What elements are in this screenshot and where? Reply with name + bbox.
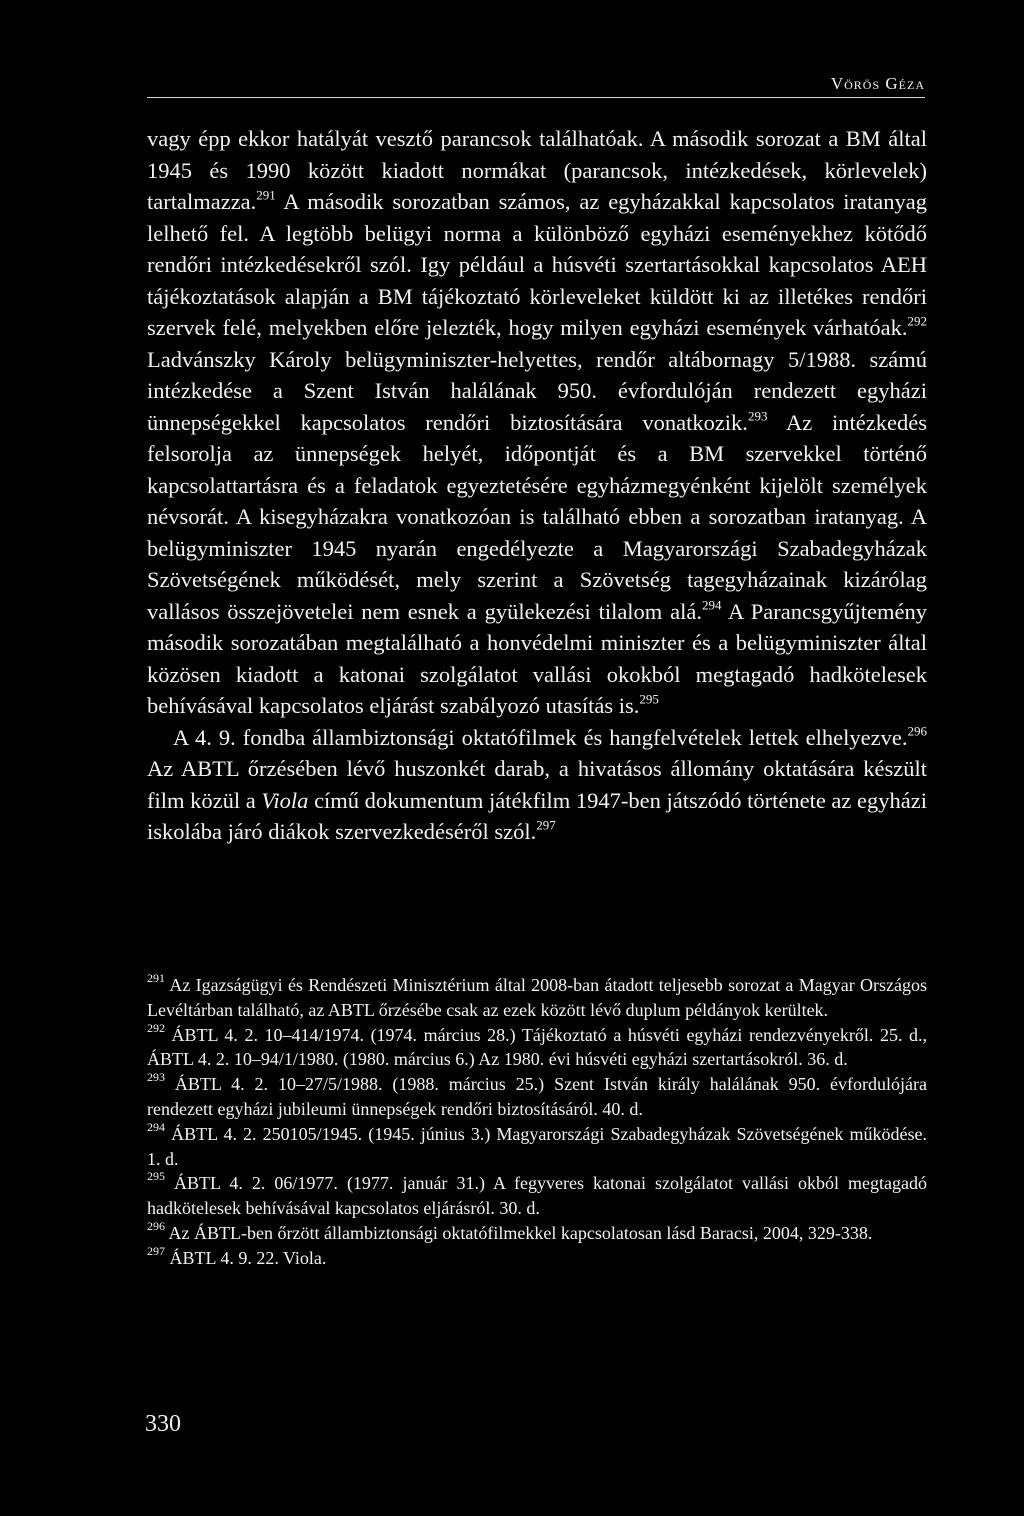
footnote-number: 296 xyxy=(147,1218,165,1233)
body-text-segment: A Parancsgyűjtemény második sorozatában megtalálható a honvédelmi miniszter és a belügyminiszter által közösen kiadott a katonai szolgálatot vallási okokból megtagadó hadkötelesek behívásával kapcsolatos eljárást szabályozó utasítás is. xyxy=(147,598,927,718)
footnote-294 xyxy=(147,1119,927,1172)
footnote-text: ÁBTL 4. 2. 10–27/5/1988. (1988. március 25.) Szent István király halálának 950. évfordulójára rendezett egyházi jubileumi ünnepségek rendőri biztosításáról. 40. d. xyxy=(147,1074,927,1119)
body-text-segment: Az intézkedés felsorolja az ünnepségek helyét, időpontját és a BM szervekkel történő kapcsolattartásra és a feladatok egyeztetésére egyházmegyénként kijelölt személyek névsorát. A kisegyházakra vonatkozóan is található ebben a sorozatban iratanyag. A belügyminiszter 1945 nyarán engedélyezte a Magyarországi Szabadegyházak Szövetségének működését, mely szerint a Szövetség tagegyházainak kizárólag vallásos összejövetelei nem esnek a gyülekezési tilalom alá. xyxy=(147,409,927,624)
footnote-number: 293 xyxy=(147,1070,165,1085)
footnote-293 xyxy=(147,1072,927,1122)
body-text-segment: című dokumentum játékfilm 1947-ben játszódó története az egyházi iskolába járó diákok szervezkedéséről szól. xyxy=(147,787,927,844)
footnote-ref: 294 xyxy=(701,596,722,612)
running-title: Vörös Géza xyxy=(830,74,925,93)
footnote-number: 295 xyxy=(147,1169,165,1184)
footnotes xyxy=(147,973,927,1271)
footnote-291 xyxy=(147,973,927,1023)
footnote-text: ÁBTL 4. 2. 06/1977. (1977. január 31.) A fegyveres katonai szolgálatot vallási okból megtagadó hadkötelesek behívásával kapcsolatos eljárásról. 30. d. xyxy=(147,1173,927,1219)
footnote-number: 292 xyxy=(147,1020,165,1035)
footnote-number: 297 xyxy=(147,1243,165,1258)
footnote-296 xyxy=(147,1218,927,1246)
footnote-text: ÁBTL 4. 2. 250105/1945. (1945. június 3.) Magyarországi Szabadegyházak Szövetségének működése. 1. d. xyxy=(147,1123,927,1169)
footnote-text: ÁBTL 4. 2. 10–414/1974. (1974. március 28.) Tájékoztató a húsvéti egyházi rendezvényekről. 25. d., ÁBTL 4. 2. 10–94/1/1980. (1980. március 6.) Az 1980. évi húsvéti egyházi szertartásokról. 36. d. xyxy=(147,1024,927,1070)
footnote-295 xyxy=(147,1171,927,1221)
running-header xyxy=(147,74,925,94)
footnote-text: Az ÁBTL-ben őrzött állambiztonsági oktatófilmekkel kapcsolatosan lásd Baracsi, 2004, 329-338. xyxy=(165,1222,873,1243)
body-text-segment: Ladvánszky Károly belügyminiszter-helyettes, rendőr altábornagy 5/1988. számú intézkedése a Szent István halálának 950. évfordulóján rendezett egyházi ünnepségekkel kapcsolatos rendőri biztosítására vonatkozik. xyxy=(147,346,927,435)
footnote-number: 291 xyxy=(147,971,165,985)
film-title: Viola xyxy=(261,787,309,813)
body-paragraph-1 xyxy=(147,123,927,722)
footnote-ref: 292 xyxy=(907,313,927,329)
footnote-292 xyxy=(147,1020,927,1073)
footnote-text: ÁBTL 4. 9. 22. Viola. xyxy=(165,1247,327,1268)
footnote-number: 294 xyxy=(147,1119,165,1134)
footnote-ref: 295 xyxy=(639,691,659,707)
footnote-ref: 297 xyxy=(536,817,556,833)
footnote-ref: 291 xyxy=(256,187,276,203)
body-text xyxy=(147,123,927,848)
footnote-ref: 293 xyxy=(747,407,768,423)
body-paragraph-2 xyxy=(147,722,927,848)
body-text-segment: vagy épp ekkor hatályát vesztő parancsok találhatóak. A második sorozat a BM által 1945 és 1990 között kiadott normákat (parancsok, intézkedések, körlevelek) tartalmazza. xyxy=(147,126,927,214)
page-number: 330 xyxy=(145,1411,181,1437)
header-rule xyxy=(147,97,925,98)
footnote-text: Az Igazságügyi és Rendészeti Minisztérium által 2008-ban átadott teljesebb sorozat a Magyar Országos Levéltárban található, az ABTL őrzésébe csak az ezek között lévő duplum példányok kerültek. xyxy=(147,975,927,1020)
body-text-segment: A második sorozatban számos, az egyházakkal kapcsolatos iratanyag lelhető fel. A legtöbb belügyi norma a különböző egyházi eseményekhez kötődő rendőri intézkedésekről szól. Igy például a húsvéti szertartásokkal kapcsolatos AEH tájékoztatások alapján a BM tájékoztató körleveleket küldött ki az illetékes rendőri szervek felé, melyekben előre jelezték, hogy milyen egyházi események várhatóak. xyxy=(147,189,927,340)
body-text-segment: Az ABTL őrzésében lévő huszonkét darab, a hivatásos állomány oktatására készült film közül a xyxy=(147,756,927,813)
body-text-segment: A 4. 9. fondba állambiztonsági oktatófilmek és hangfelvételek lettek elhelyezve. xyxy=(173,724,908,750)
footnote-ref: 296 xyxy=(907,722,927,738)
footnote-297 xyxy=(147,1243,927,1271)
